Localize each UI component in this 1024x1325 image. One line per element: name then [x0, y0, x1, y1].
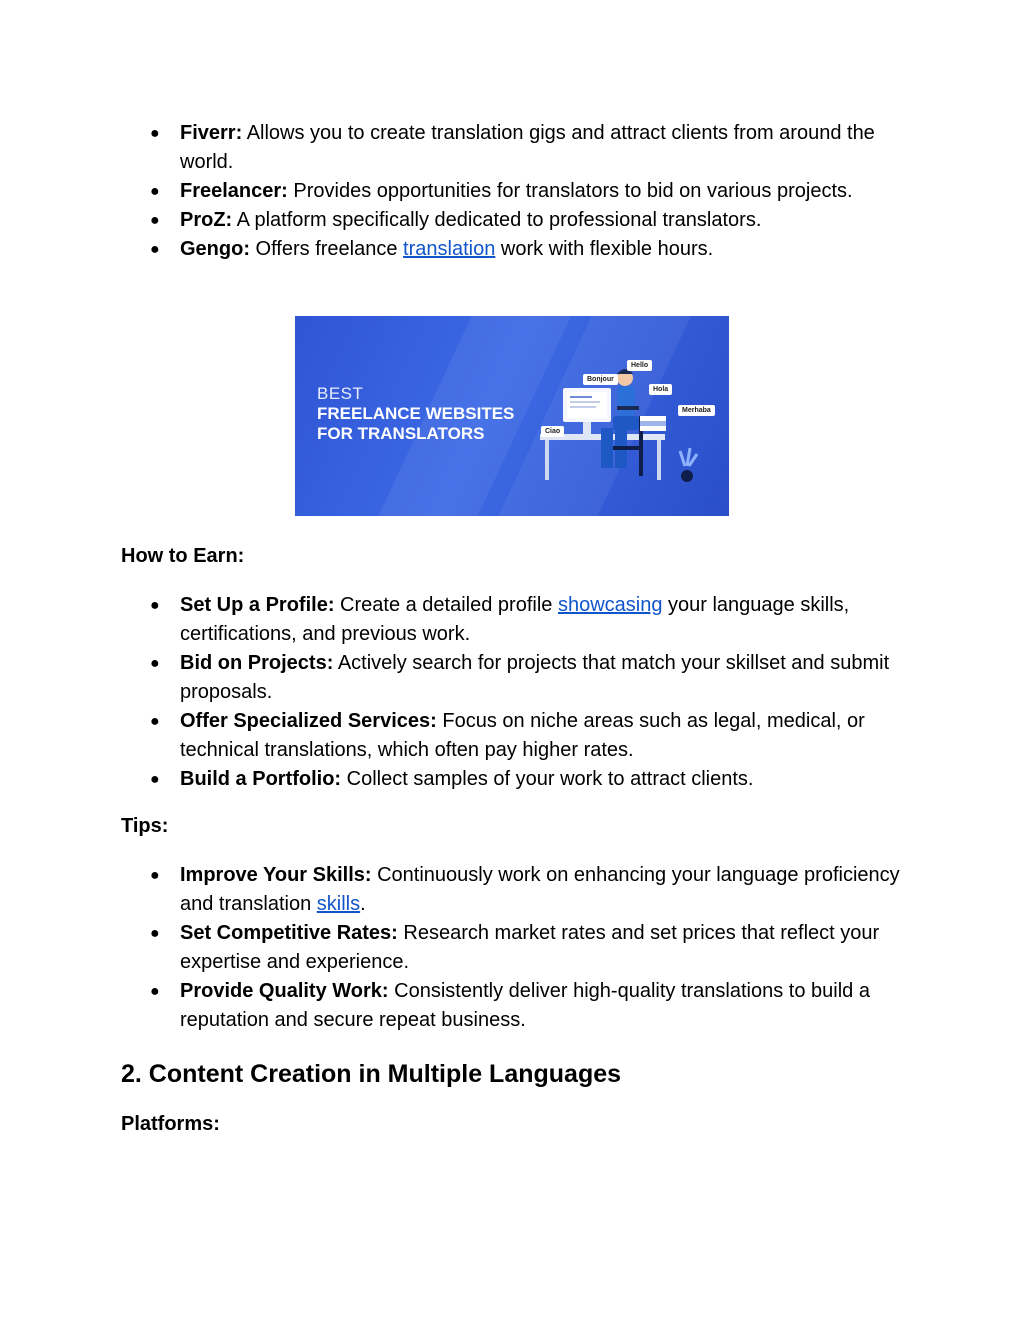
- item-text: Allows you to create translation gigs and attract clients from around the world.: [180, 122, 875, 173]
- item-term: Offer Specialized Services:: [180, 710, 437, 732]
- item-text: Provides opportunities for translators to bid on various projects.: [287, 180, 853, 202]
- item-term: Build a Portfolio:: [180, 768, 342, 790]
- item-text: work with flexible hours.: [495, 238, 714, 260]
- bullet-icon: ●: [150, 241, 160, 258]
- tips-list: [150, 861, 910, 1035]
- list-item: [150, 707, 910, 765]
- list-item: [150, 177, 910, 206]
- list-item: [150, 977, 910, 1035]
- item-text: A platform specifically dedicated to professional translators.: [232, 209, 762, 231]
- banner-line-3: FOR TRANSLATORS: [317, 424, 485, 443]
- bullet-icon: ●: [150, 655, 160, 672]
- item-text: Offers freelance: [250, 238, 404, 260]
- item-term: Freelancer:: [180, 180, 288, 202]
- bullet-icon: ●: [150, 983, 160, 1000]
- bullet-icon: ●: [150, 925, 160, 942]
- bullet-icon: ●: [150, 771, 160, 788]
- skills-link[interactable]: skills: [316, 893, 361, 915]
- bullet-icon: ●: [150, 597, 160, 614]
- item-term: Set Up a Profile:: [180, 594, 335, 616]
- item-text: Collect samples of your work to attract clients.: [341, 768, 754, 790]
- list-item: [150, 591, 910, 649]
- bullet-icon: ●: [150, 867, 160, 884]
- banner-line-1: BEST: [317, 384, 364, 403]
- item-text: Consistently deliver high-quality translations to build a reputation and secure repeat business.: [180, 980, 870, 1031]
- list-item: [150, 861, 910, 919]
- item-term: Improve Your Skills:: [180, 864, 372, 886]
- platform-list: [150, 119, 910, 264]
- list-item: [150, 919, 910, 977]
- list-item: [150, 206, 910, 235]
- how-to-earn-label: How to Earn:: [121, 545, 245, 567]
- how-to-earn-list: [150, 591, 910, 794]
- list-item: [150, 235, 910, 264]
- bullet-icon: ●: [150, 183, 160, 200]
- list-item: [150, 119, 910, 177]
- item-term: Fiverr:: [180, 122, 243, 144]
- bullet-icon: ●: [150, 125, 160, 142]
- tips-label: Tips:: [121, 815, 169, 837]
- speech-bubble: Ciao: [541, 426, 564, 437]
- translation-link[interactable]: translation: [403, 238, 496, 260]
- bullet-icon: ●: [150, 212, 160, 229]
- item-term: Provide Quality Work:: [180, 980, 389, 1002]
- speech-bubble: Hola: [649, 384, 672, 395]
- item-text: your language skills, certifications, and previous work.: [180, 594, 850, 645]
- bullet-icon: ●: [150, 713, 160, 730]
- list-item: [150, 649, 910, 707]
- item-text: Focus on niche areas such as legal, medical, or technical translations, which often pay higher rates.: [180, 710, 865, 761]
- item-term: Set Competitive Rates:: [180, 922, 398, 944]
- item-text: Create a detailed profile: [334, 594, 558, 616]
- freelance-websites-banner-image: [295, 316, 729, 516]
- item-term: Bid on Projects:: [180, 652, 334, 674]
- item-term: ProZ:: [180, 209, 233, 231]
- platforms-label: Platforms:: [121, 1113, 220, 1135]
- speech-bubble: Merhaba: [678, 405, 715, 416]
- speech-bubble: Hello: [627, 360, 652, 371]
- item-text: Continuously work on enhancing your language proficiency and translation: [180, 864, 900, 915]
- section-heading: 2. Content Creation in Multiple Languages: [121, 1060, 622, 1088]
- list-item: [150, 765, 910, 794]
- showcasing-link[interactable]: showcasing: [557, 594, 663, 616]
- banner-line-2: FREELANCE WEBSITES: [317, 404, 515, 423]
- item-text: Actively search for projects that match your skillset and submit proposals.: [180, 652, 890, 703]
- item-text: Research market rates and set prices that reflect your expertise and experience.: [180, 922, 880, 973]
- speech-bubble: Bonjour: [583, 374, 618, 385]
- translator-at-desk-illustration: [295, 316, 729, 516]
- item-text: .: [360, 893, 366, 915]
- item-term: Gengo:: [180, 238, 250, 260]
